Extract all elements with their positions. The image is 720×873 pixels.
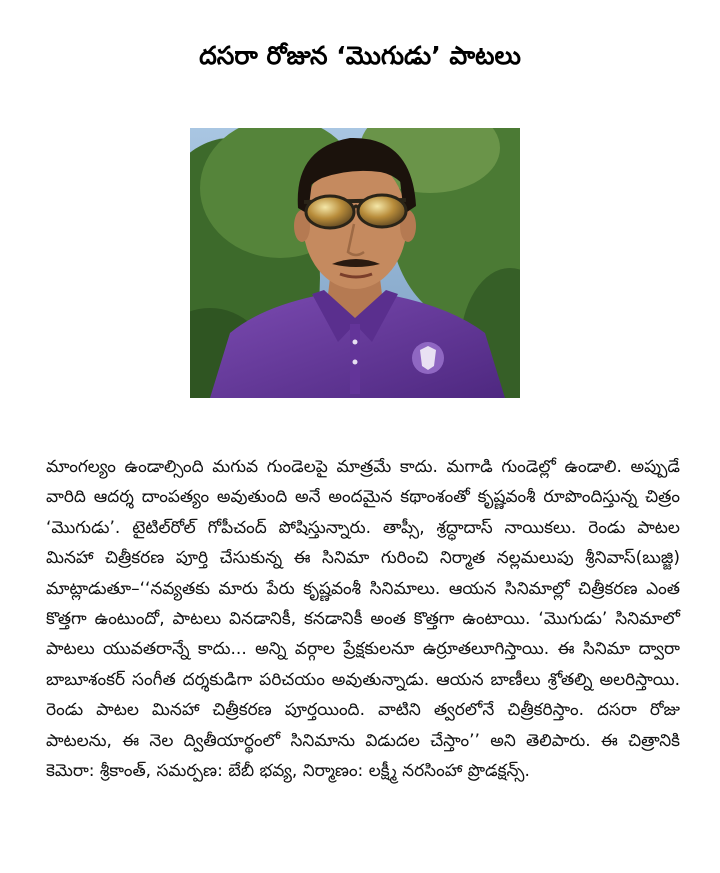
portrait-image — [190, 128, 520, 398]
article-headline: దసరా రోజున ‘మొగుడు’ పాటలు — [199, 41, 521, 70]
article-photo — [190, 128, 520, 398]
article-body: మాంగల్యం ఉండాల్సింది మగువ గుండెలపై మాత్రమే కాదు. మగాడి గుండెల్లో ఉండాలి. అప్పుడే వారిది ఆదర్శ దాంపత్యం అవుతుంది అనే అందమైన కథాంశంతో కృష్ణవంశీ రూపొందిస్తున్న చిత్రం ‘మొగుడు’. టైటిల్‌రోల్ గోపీచంద్ పోషిస్తున్నారు. తాప్సీ, శ్రద్ధాదాస్ నాయికలు. రెండు పాటల మినహా చిత్రీకరణ పూర్తి చేసుకున్న ఈ సినిమా గురించి నిర్మాత నల్లమలుపు శ్రీనివాస్(బుజ్జి) మాట్లాడుతూ–‘‘నవ్యతకు మారు పేరు కృష్ణవంశీ సినిమాలు. ఆయన సినిమాల్లో చిత్రీకరణ ఎంత కొత్తగా ఉంటుందో, పాటలు వినడానికీ, కనడానికీ అంత కొత్తగా ఉంటాయి. ‘మొగుడు’ సినిమాలో పాటలు యువతరాన్నే కాదు... అన్ని వర్గాల ప్రేక్షకులనూ ఉర్రూతలూగిస్తాయి. ఈ సినిమా ద్వారా బాబూశంకర్ సంగీత దర్శకుడిగా పరిచయం అవుతున్నాడు. ఆయన బాణీలు శ్రోతల్ని అలరిస్తాయి. రెండు పాటల మినహా చిత్రీకరణ పూర్తయింది. వాటిని త్వరలోనే చిత్రీకరిస్తాం. దసరా రోజు పాటలను, ఈ నెల ద్వితీయార్థంలో సినిమాను విడుదల చేస్తాం’’ అని తెలిపారు. ఈ చిత్రానికి కెమెరా: శ్రీకాంత్, సమర్పణ: బేబీ భవ్య, నిర్మాణం: లక్ష్మీ నరసింహా ప్రొడక్షన్స్. — [46, 457, 680, 782]
